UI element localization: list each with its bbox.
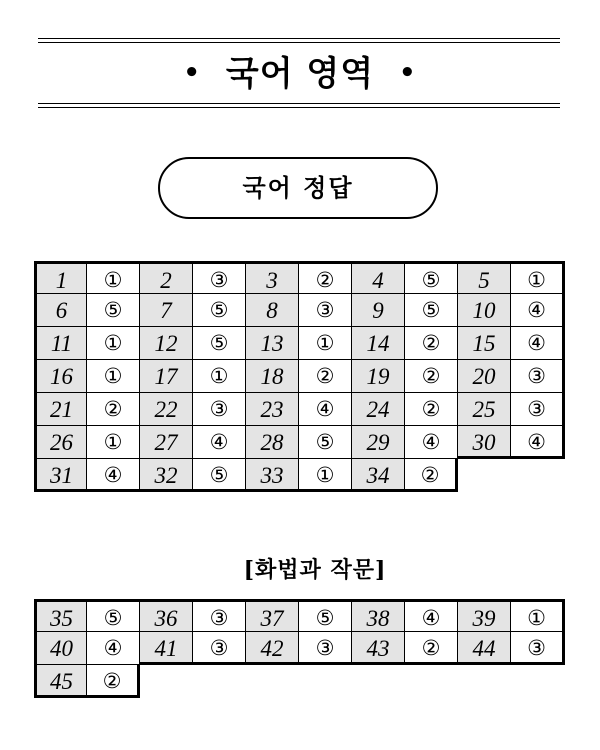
answer-mark: ① (87, 360, 140, 393)
answer-mark: ② (405, 393, 458, 426)
answer-mark: ④ (511, 327, 565, 360)
question-number: 4 (352, 261, 405, 294)
answer-mark: ⑤ (193, 327, 246, 360)
question-number: 34 (352, 459, 405, 492)
question-number: 29 (352, 426, 405, 459)
section-title-text: 국어 영역 (225, 54, 375, 94)
question-number: 45 (34, 665, 87, 698)
answer-mark: ② (87, 665, 140, 698)
answer-mark: ⑤ (87, 599, 140, 632)
question-number: 28 (246, 426, 299, 459)
answer-mark: ② (405, 459, 458, 492)
answer-mark: ④ (405, 599, 458, 632)
question-number: 3 (246, 261, 299, 294)
answer-mark: ⑤ (299, 599, 352, 632)
question-number: 1 (34, 261, 87, 294)
question-number: 18 (246, 360, 299, 393)
answer-row (34, 294, 566, 327)
question-number: 20 (458, 360, 511, 393)
question-number: 39 (458, 599, 511, 632)
answer-mark: ③ (511, 632, 565, 665)
question-number: 35 (34, 599, 87, 632)
answer-row (34, 426, 566, 459)
header-bottom-rule-1 (38, 103, 560, 104)
elective-title: [화법과 작문] (243, 557, 387, 583)
question-number: 2 (140, 261, 193, 294)
answer-mark: ③ (511, 360, 565, 393)
answer-mark: ⑤ (405, 261, 458, 294)
question-number: 32 (140, 459, 193, 492)
header-bottom-rule-2 (38, 107, 560, 108)
answer-mark: ④ (511, 294, 565, 327)
answer-mark: ③ (299, 294, 352, 327)
answer-row (34, 599, 566, 632)
question-number: 10 (458, 294, 511, 327)
question-number: 17 (140, 360, 193, 393)
answer-mark: ④ (87, 459, 140, 492)
question-number: 5 (458, 261, 511, 294)
answer-mark: ④ (299, 393, 352, 426)
answer-mark: ③ (193, 599, 246, 632)
question-number: 42 (246, 632, 299, 665)
answer-mark: ① (87, 426, 140, 459)
header-top-rule-1 (38, 38, 560, 39)
answer-label: 국어 정답 (242, 174, 354, 202)
answer-label-box (158, 157, 438, 219)
answer-mark: ④ (193, 426, 246, 459)
question-number: 9 (352, 294, 405, 327)
question-number: 33 (246, 459, 299, 492)
elective-answer-table (34, 599, 566, 698)
question-number: 6 (34, 294, 87, 327)
section-title (0, 50, 600, 97)
answer-mark: ⑤ (193, 459, 246, 492)
question-number: 14 (352, 327, 405, 360)
answer-mark: ③ (193, 261, 246, 294)
main-answer-table (34, 261, 566, 492)
question-number: 37 (246, 599, 299, 632)
question-number: 38 (352, 599, 405, 632)
answer-row (34, 360, 566, 393)
question-number: 8 (246, 294, 299, 327)
answer-mark: ② (405, 360, 458, 393)
answer-row (34, 393, 566, 426)
question-number: 7 (140, 294, 193, 327)
question-number: 24 (352, 393, 405, 426)
question-number: 27 (140, 426, 193, 459)
bullet-icon: • (398, 58, 417, 88)
question-number: 40 (34, 632, 87, 665)
answer-mark: ① (193, 360, 246, 393)
answer-mark: ④ (87, 632, 140, 665)
question-number: 13 (246, 327, 299, 360)
question-number: 44 (458, 632, 511, 665)
question-number: 22 (140, 393, 193, 426)
answer-row (34, 261, 566, 294)
header-top-rule-2 (38, 42, 560, 43)
answer-mark: ⑤ (299, 426, 352, 459)
question-number: 16 (34, 360, 87, 393)
question-number: 41 (140, 632, 193, 665)
answer-mark: ⑤ (193, 294, 246, 327)
answer-mark: ③ (193, 632, 246, 665)
answer-mark: ① (511, 261, 565, 294)
answer-mark: ④ (405, 426, 458, 459)
question-number: 43 (352, 632, 405, 665)
answer-row (34, 632, 566, 665)
question-number: 12 (140, 327, 193, 360)
answer-mark: ③ (193, 393, 246, 426)
answer-mark: ① (87, 261, 140, 294)
question-number: 26 (34, 426, 87, 459)
answer-mark: ② (405, 327, 458, 360)
answer-mark: ⑤ (87, 294, 140, 327)
answer-mark: ④ (511, 426, 565, 459)
answer-mark: ② (87, 393, 140, 426)
question-number: 11 (34, 327, 87, 360)
answer-mark: ① (299, 327, 352, 360)
answer-mark: ① (511, 599, 565, 632)
answer-mark: ① (299, 459, 352, 492)
answer-row (34, 665, 566, 698)
question-number: 23 (246, 393, 299, 426)
answer-mark: ① (87, 327, 140, 360)
answer-mark: ③ (299, 632, 352, 665)
answer-mark: ⑤ (405, 294, 458, 327)
answer-mark: ② (405, 632, 458, 665)
answer-mark: ② (299, 360, 352, 393)
question-number: 31 (34, 459, 87, 492)
answer-row (34, 327, 566, 360)
question-number: 30 (458, 426, 511, 459)
question-number: 15 (458, 327, 511, 360)
bullet-icon: • (183, 58, 202, 88)
question-number: 21 (34, 393, 87, 426)
question-number: 25 (458, 393, 511, 426)
answer-row (34, 459, 566, 492)
question-number: 19 (352, 360, 405, 393)
answer-mark: ② (299, 261, 352, 294)
question-number: 36 (140, 599, 193, 632)
answer-mark: ③ (511, 393, 565, 426)
